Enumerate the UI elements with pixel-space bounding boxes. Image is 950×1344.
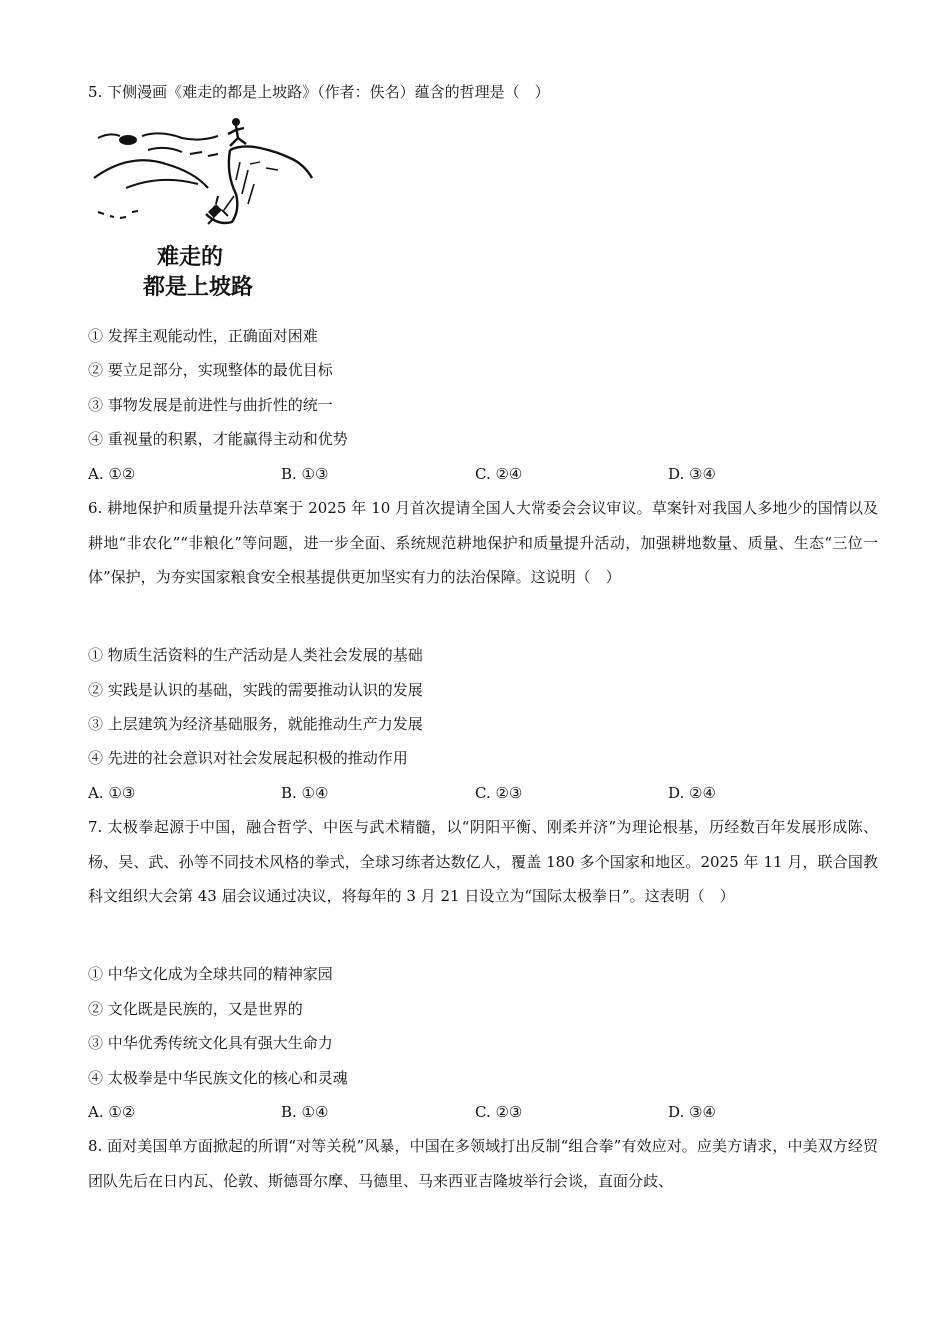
q7-option-c[interactable]: C. ②③ (475, 1103, 523, 1121)
cartoon-caption-line2: 都是上坡路 (142, 275, 254, 300)
q7-item-1: ① 中华文化成为全球共同的精神家园 (88, 965, 333, 983)
q6-option-a[interactable]: A. ①③ (88, 784, 136, 802)
q5-option-d[interactable]: D. ③④ (668, 465, 716, 483)
q7-item-3: ③ 中华优秀传统文化具有强大生命力 (88, 1034, 333, 1052)
q8-stem: 8. 面对美国单方面掀起的所谓“对等关税”风暴，中国在多领域打出反制“组合拳”有效应对。应美方请求，中美双方经贸团队先后在日内瓦、伦敦、斯德哥尔摩、马德里、马来西亚吉隆坡举行会谈，直面分歧、 (88, 1137, 878, 1190)
q5-item-2: ② 要立足部分，实现整体的最优目标 (88, 361, 333, 379)
q6-item-4: ④ 先进的社会意识对社会发展起积极的推动作用 (88, 749, 408, 767)
q6-option-c[interactable]: C. ②③ (475, 784, 523, 802)
q7-options (88, 1102, 868, 1122)
q6-option-d[interactable]: D. ②④ (668, 784, 716, 802)
q5-option-b[interactable]: B. ①③ (281, 465, 329, 483)
q5-item-3: ③ 事物发展是前进性与曲折性的统一 (88, 396, 333, 414)
q6-options (88, 783, 868, 803)
q5-option-a[interactable]: A. ①② (88, 465, 136, 483)
q5-item-1: ① 发挥主观能动性，正确面对困难 (88, 327, 318, 345)
q7-option-a[interactable]: A. ①② (88, 1103, 136, 1121)
q6-item-1: ① 物质生活资料的生产活动是人类社会发展的基础 (88, 646, 423, 664)
q6-item-2: ② 实践是认识的基础，实践的需要推动认识的发展 (88, 681, 423, 699)
q5-item-4: ④ 重视量的积累，才能赢得主动和优势 (88, 430, 348, 448)
q6-stem: 6. 耕地保护和质量提升法草案于 2025 年 10 月首次提请全国人大常委会会议审议。草案针对我国人多地少的国情以及耕地“非农化”“非粮化”等问题，进一步全面、系统规范耕地保护和质量提升活动，加强耕地数量、质量、生态“三位一体”保护，为夯实国家粮食安全根基提供更加坚实有力的法治保障。这说明（ ） (88, 499, 878, 586)
q7-item-4: ④ 太极拳是中华民族文化的核心和灵魂 (88, 1069, 348, 1087)
q7-item-2: ② 文化既是民族的，又是世界的 (88, 1000, 303, 1018)
q5-options (88, 464, 868, 484)
q5-option-c[interactable]: C. ②④ (475, 465, 523, 483)
cartoon-caption-line1: 难走的 (156, 245, 224, 270)
q6-option-b[interactable]: B. ①④ (281, 784, 329, 802)
q6-item-3: ③ 上层建筑为经济基础服务，就能推动生产力发展 (88, 715, 423, 733)
q5-stem: 5. 下侧漫画《难走的都是上坡路》（作者：佚名）蕴含的哲理是（ ） (88, 83, 550, 101)
q7-option-d[interactable]: D. ③④ (668, 1103, 716, 1121)
cartoon-climber-cliff-icon (90, 114, 320, 304)
q7-option-b[interactable]: B. ①④ (281, 1103, 329, 1121)
q7-stem: 7. 太极拳起源于中国，融合哲学、中医与武术精髓，以“阴阳平衡、刚柔并济”为理论根基，历经数百年发展形成陈、杨、吴、武、孙等不同技术风格的拳式，全球习练者达数亿人，覆盖 180 多个国家和地区。2025 年 11 月，联合国教科文组织大会第 43 届会议通过决议，将每年的 3 月 21 日设立为“国际太极拳日”。这表明（ ） (88, 818, 878, 905)
